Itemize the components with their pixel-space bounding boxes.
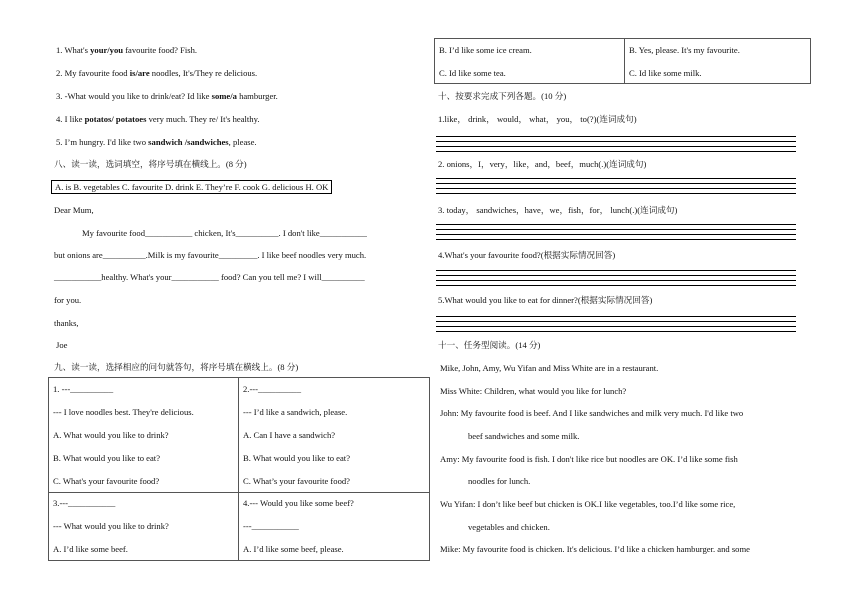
letter-line: for you.	[54, 295, 82, 305]
table-cell: 1. ---__________ --- I love noodles best. They're delicious. A. What would you like to drink? B. What would you like to eat? C. What's your favourite food?	[49, 378, 239, 493]
task-item: 1.like， drink， would， what， you， to(?)(连词成句)	[438, 114, 637, 124]
word-bank: A. is B. vegetables C. favourite D. drink E. They’re F. cook G. delicious H. OK	[51, 180, 332, 194]
q5: 5. I’m hungry. I'd like two sandwich /sandwiches, please.	[56, 137, 257, 147]
table-cell: 4.--- Would you like some beef? ---___________ A. I’d like some beef, please.	[239, 493, 430, 561]
letter-greeting: Dear Mum,	[54, 205, 94, 215]
answer-line	[436, 141, 796, 142]
q3: 3. -What would you like to drink/eat? Id like some/a hamburger.	[56, 91, 278, 101]
reading-line: vegetables and chicken.	[468, 522, 550, 532]
section-10-title: 十、按要求完成下列各题。(10 分)	[438, 91, 567, 101]
reading-line: John: My favourite food is beef. And I like sandwiches and milk very much. I'd like two	[440, 408, 744, 418]
letter-signature: Joe	[56, 340, 68, 350]
section-9-title: 九、读一读，选择相应的问句就答句，将序号填在横线上。(8 分)	[54, 362, 299, 372]
reading-line: noodles for lunch.	[468, 476, 531, 486]
letter-line: My favourite food___________ chicken, It's__________. I don't like___________	[82, 228, 367, 238]
letter-line: ___________healthy. What's your___________ food? Can you tell me? I will__________	[54, 272, 365, 282]
options-table	[434, 38, 811, 84]
answer-line	[436, 146, 796, 147]
answer-line	[436, 151, 796, 152]
answer-line	[436, 316, 796, 317]
answer-line	[436, 188, 796, 189]
table-cell: 3.---___________ --- What would you like to drink? A. I’d like some beef.	[49, 493, 239, 561]
answer-line	[436, 234, 796, 235]
q1: 1. What's your/you favourite food? Fish.	[56, 45, 198, 55]
reading-line: Mike: My favourite food is chicken. It's delicious. I’d like a chicken hamburger. and some	[440, 544, 750, 554]
reading-line: Wu Yifan: I don’t like beef but chicken is OK.I like vegetables, too.I’d like some rice,	[440, 499, 736, 509]
section-11-title: 十一、任务型阅读。(14 分)	[438, 340, 541, 350]
answer-line	[436, 183, 796, 184]
answer-line	[436, 331, 796, 332]
letter-line: but onions are__________.Milk is my favourite_________. I like beef noodles very much.	[54, 250, 367, 260]
table-cell: 2.---__________ --- I’d like a sandwich, please. A. Can I have a sandwich? B. What would you like to eat? C. What’s your favourite food?	[239, 378, 430, 493]
answer-line	[436, 193, 796, 194]
reading-line: beef sandwiches and some milk.	[468, 431, 580, 441]
answer-line	[436, 178, 796, 179]
reading-line: Miss White: Children, what would you like for lunch?	[440, 386, 627, 396]
answer-line	[436, 136, 796, 137]
letter-closing: thanks,	[54, 318, 79, 328]
answer-line	[436, 229, 796, 230]
task-item: 3. today， sandwiches，have，we，fish，for， lunch(.)(连词成句)	[438, 205, 678, 215]
matching-table	[48, 377, 430, 561]
answer-line	[436, 239, 796, 240]
section-8-title: 八、读一读，选词填空，将序号填在横线上。(8 分)	[54, 159, 247, 169]
answer-line	[436, 275, 796, 276]
q2: 2. My favourite food is/are noodles, It's/They re delicious.	[56, 68, 258, 78]
q4: 4. I like potatos/ potatoes very much. They re/ It's healthy.	[56, 114, 260, 124]
table-cell: B. Yes, please. It's my favourite. C. Id like some milk.	[625, 39, 811, 84]
task-item: 2. onions，I，very，like，and，beef，much(.)(连词成句)	[438, 159, 647, 169]
answer-line	[436, 321, 796, 322]
task-item: 4.What's your favourite food?(根据实际情况回答)	[438, 250, 616, 260]
answer-line	[436, 270, 796, 271]
answer-line	[436, 326, 796, 327]
reading-line: Mike, John, Amy, Wu Yifan and Miss White are in a restaurant.	[440, 363, 659, 373]
answer-line	[436, 280, 796, 281]
answer-line	[436, 224, 796, 225]
table-cell: B. I’d like some ice cream. C. Id like some tea.	[435, 39, 625, 84]
reading-line: Amy: My favourite food is fish. I don't like rice but noodles are OK. I’d like some fish	[440, 454, 738, 464]
answer-line	[436, 285, 796, 286]
task-item: 5.What would you like to eat for dinner?(根据实际情况回答)	[438, 295, 653, 305]
